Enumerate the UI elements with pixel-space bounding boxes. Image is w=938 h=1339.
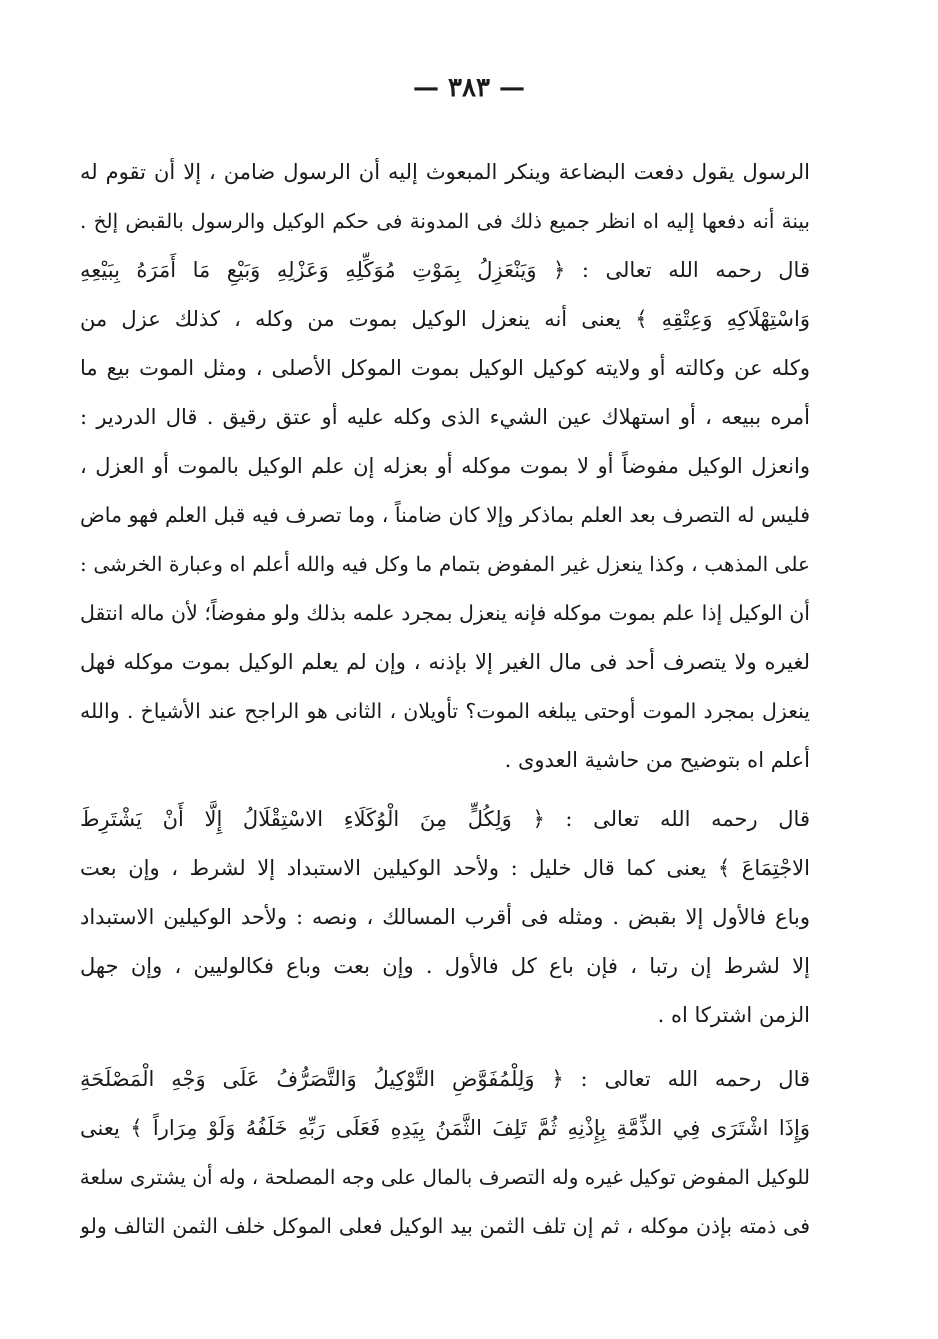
text-line: لغيره ولا يتصرف أحد فى مال الغير إلا بإذنه ، وإن لم يعلم الوكيل بموت موكله فهل	[80, 650, 810, 674]
text-line: الاجْتِمَاعَ ﴾ يعنى كما قال خليل : ولأحد الوكيلين الاستبداد إلا لشرط ، وإن بعت	[80, 856, 810, 880]
text-line: وَاسْتِهْلَاكِهِ وَعِتْقِهِ ﴾ يعنى أنه ينعزل الوكيل بموت من وكله ، كذلك عزل من	[80, 307, 810, 331]
text-line: بينة أنه دفعها إليه اه انظر جميع ذلك فى المدونة فى حكم الوكيل والرسول بالقبض إلخ .	[80, 209, 810, 233]
text-line: وَإِذَا اشْتَرَى فِي الذِّمَّةِ بِإِذْنِهِ ثُمَّ تَلِفَ الثَّمَنُ بِيَدِهِ فَعَلَى رَبِّهِ خَلَفُهُ وَلَوْ مِرَاراً ﴾ يعنى	[80, 1116, 810, 1140]
text-line: أن الوكيل إذا علم بموت موكله فإنه ينعزل بمجرد علمه بذلك ولو مفوضاً؛ لأن ماله انتقل	[80, 601, 810, 625]
text-line: ينعزل بمجرد الموت أوحتى يبلغه الموت؟ تأويلان ، الثانى هو الراجح عند الأشياخ . والله	[80, 699, 810, 723]
text-line: فى ذمته بإذن موكله ، ثم إن تلف الثمن بيد الوكيل فعلى الموكل خلف الثمن التالف ولو	[80, 1214, 810, 1238]
page-number: — ٣٨٣ —	[412, 73, 526, 103]
text-line: وكله عن وكالته أو ولايته كوكيل الوكيل بموت الموكل الأصلى ، ومثل الموت بيع ما	[80, 356, 810, 380]
text-line: وباع فالأول إلا بقبض . ومثله فى أقرب المسالك ، ونصه : ولأحد الوكيلين الاستبداد	[80, 905, 810, 929]
text-line: أعلم اه بتوضيح من حاشية العدوى .	[504, 748, 810, 772]
text-line: قال رحمه الله تعالى : ﴿ وَلِلْمُفَوَّضِ التَّوْكِيلُ وَالتَّصَرُّفُ عَلَى وَجْهِ الْمَصْلَحَةِ	[80, 1067, 810, 1091]
text-line: للوكيل المفوض توكيل غيره وله التصرف بالمال على وجه المصلحة ، وله أن يشترى سلعة	[80, 1165, 810, 1189]
text-line: فليس له التصرف بعد العلم بماذكر وإلا كان ضامناً ، وما تصرف فيه قبل العلم فهو ماض	[80, 503, 810, 527]
text-line: قال رحمه الله تعالى : ﴿ وَيَنْعَزِلُ بِمَوْتِ مُوَكِّلِهِ وَعَزْلِهِ وَبَيْعِ مَا أَمَرَهُ بِبَيْعِهِ	[80, 258, 810, 282]
text-line: وانعزل الوكيل مفوضاً أو لا بموت موكله أو بعزله إن علم الوكيل بالموت أو العزل ،	[80, 454, 810, 478]
paragraph-2	[80, 795, 810, 1040]
text-line: الزمن اشتركا اه .	[657, 1003, 810, 1027]
text-line: أمره ببيعه ، أو استهلاك عين الشيء الذى وكله عليه أو عتق رقيق . قال الدردير :	[80, 405, 810, 429]
text-line: إلا لشرط إن رتبا ، فإن باع كل فالأول . وإن بعت وباع فكالوليين ، وإن جهل	[80, 954, 810, 978]
paragraph-3	[80, 1055, 810, 1251]
text-line: الرسول يقول دفعت البضاعة وينكر المبعوث إليه أن الرسول ضامن ، إلا أن تقوم له	[80, 160, 810, 184]
paragraph-1	[80, 148, 810, 785]
text-line: على المذهب ، وكذا ينعزل غير المفوض بتمام ما وكل فيه والله أعلم اه وعبارة الخرشى :	[80, 552, 810, 576]
text-line: قال رحمه الله تعالى : ﴿ وَلِكُلٍّ مِنَ الْوُكَلَاءِ الاسْتِقْلَالُ إِلَّا أَنْ يَشْتَرِطَ	[80, 807, 810, 831]
